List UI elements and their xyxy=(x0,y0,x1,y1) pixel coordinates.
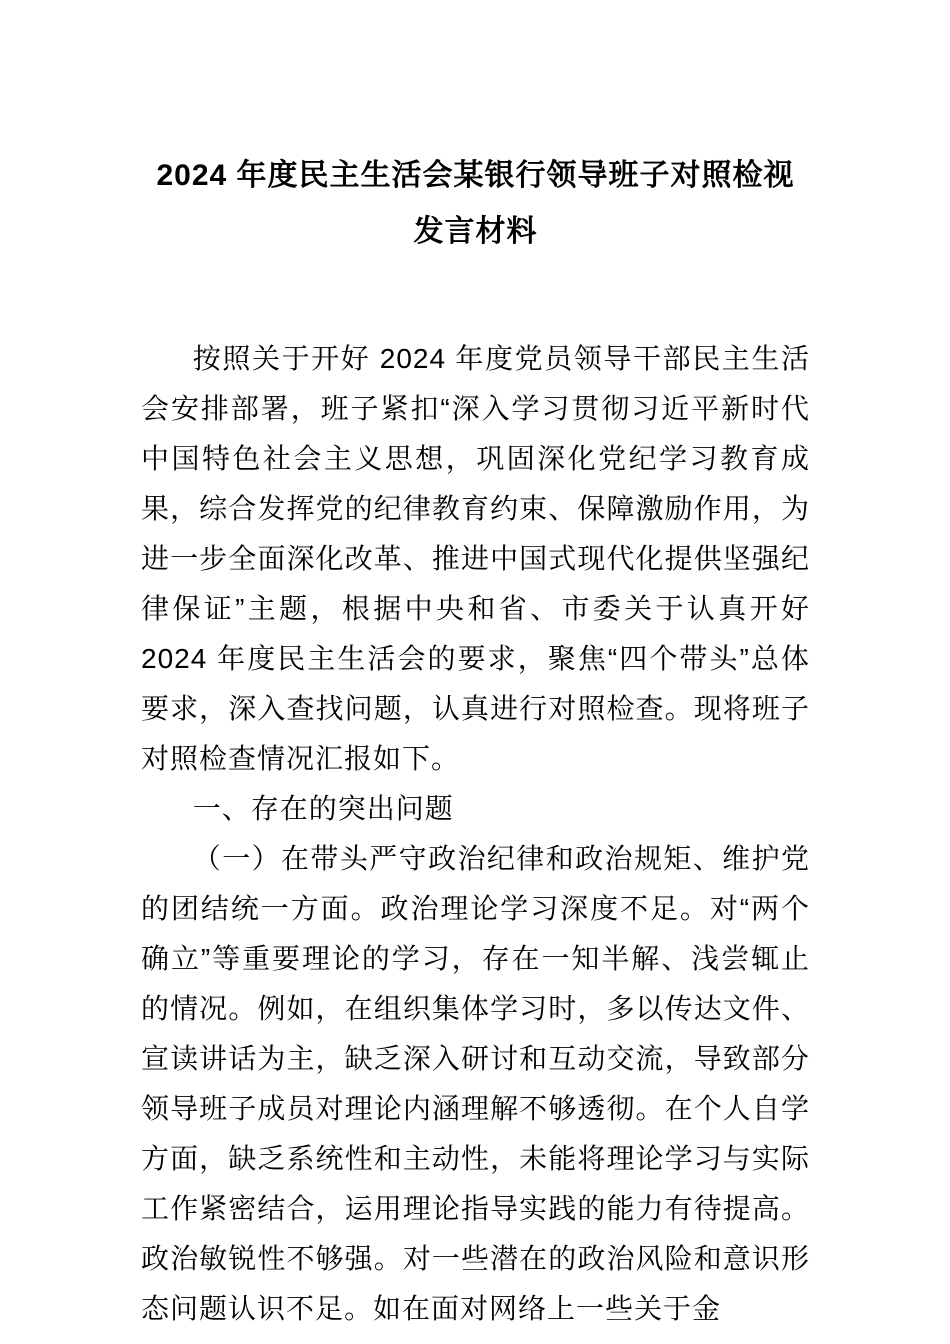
paragraph-section-one: （一）在带头严守政治纪律和政治规矩、维护党的团结统一方面。政治理论学习深度不足。对“两个确立”等重要理论的学习，存在一知半解、浅尝辄止的情况。例如，在组织集体学习时，多以传达文件、宣读讲话为主，缺乏深入研讨和互动交流，导致部分领导班子成员对理论内涵理解不够透彻。在个人自学方面，缺乏系统性和主动性，未能将理论学习与实际工作紧密结合，运用理论指导实践的能力有待提高。政治敏锐性不够强。对一些潜在的政治风险和意识形态问题认识不足。如在面对网络上一些关于金 xyxy=(141,843,810,1324)
section-heading-problems: 一、存在的突出问题 xyxy=(192,793,454,824)
paragraph-intro: 按照关于开好 2024 年度党员领导干部民主生活会安排部署，班子紧扣“深入学习贯彻习近平新时代中国特色社会主义思想，巩固深化党纪学习教育成果，综合发挥党的纪律教育约束、保障激励作用，为进一步全面深化改革、推进中国式现代化提供坚强纪律保证”主题，根据中央和省、市委关于认真开好 2024 年度民主生活会的要求，聚焦“四个带头”总体要求，深入查找问题，认真进行对照检查。现将班子对照检查情况汇报如下。 xyxy=(141,343,810,774)
document-title: 2024 年度民主生活会某银行领导班子对照检视发言材料 xyxy=(156,159,795,248)
